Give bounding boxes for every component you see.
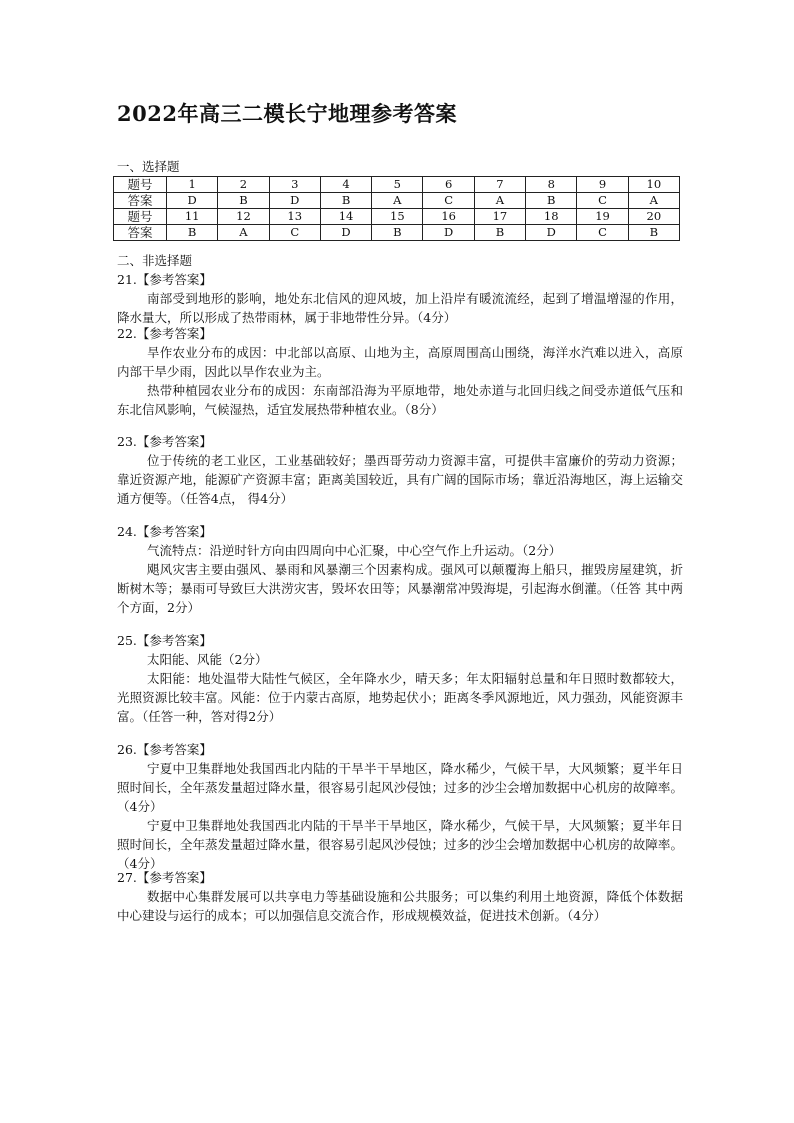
answer-cell: D [320, 225, 371, 241]
answer-heading: 27.【参考答案】 [117, 870, 212, 885]
answer-cell: A [628, 193, 679, 209]
answer-cell: B [474, 225, 525, 241]
answer-paragraph: 飓风灾害主要由强风、暴雨和风暴潮三个因素构成。强风可以颠覆海上船只，摧毁房屋建筑，折断树木等；暴雨可导致巨大洪涝灾害，毁坏农田等；风暴潮常冲毁海堤，引起海水倒灌。（任答 其中两个方面，2分） [117, 562, 683, 615]
answer-block [117, 631, 683, 726]
answer-paragraph: 旱作农业分布的成因：中北部以高原、山地为主，高原周围高山围绕，海洋水汽难以进入，高原内部干旱少雨，因此以旱作农业为主。 [117, 345, 683, 379]
answer-paragraph: 气流特点：沿逆时针方向由四周向中心汇聚，中心空气作上升运动。（2分） [147, 543, 562, 558]
table-row [114, 193, 680, 209]
answer-cell: C [577, 193, 628, 209]
question-number-cell: 18 [526, 209, 577, 225]
answer-heading: 25.【参考答案】 [117, 633, 212, 648]
section-heading-nonchoice: 二、非选择题 [117, 253, 193, 268]
answer-paragraph: 位于传统的老工业区，工业基础较好；墨西哥劳动力资源丰富，可提供丰富廉价的劳动力资源；靠近资源产地，能源矿产资源丰富；距离美国较近，具有广阔的国际市场；靠近沿海地区，海上运输交通方便等。（任答4点， 得4分） [117, 453, 683, 506]
answer-block [117, 270, 683, 327]
answer-paragraph: 热带种植园农业分布的成因：东南部沿海为平原地带，地处赤道与北回归线之间受赤道低气压和东北信风影响，气候湿热，适宜发展热带种植农业。（8分） [117, 383, 683, 417]
answer-paragraph: 宁夏中卫集群地处我国西北内陆的干旱半干旱地区，降水稀少，气候干旱，大风频繁；夏半年日照时间长，全年蒸发量超过降水量，很容易引起风沙侵蚀；过多的沙尘会增加数据中心机房的故障率。（4分） [117, 761, 683, 814]
answer-block [117, 868, 683, 925]
answer-cell: C [577, 225, 628, 241]
page-title: 2022年高三二模长宁地理参考答案 [117, 101, 457, 126]
question-number-cell: 12 [218, 209, 269, 225]
question-number-cell: 14 [320, 209, 371, 225]
answer-block [117, 324, 683, 419]
question-number-cell: 19 [577, 209, 628, 225]
question-number-cell: 4 [320, 177, 371, 193]
row-label: 答案 [114, 225, 167, 241]
answer-heading: 21.【参考答案】 [117, 272, 212, 287]
question-number-cell: 20 [628, 209, 679, 225]
answer-cell: C [269, 225, 320, 241]
answer-cell: A [218, 225, 269, 241]
answer-paragraph: 南部受到地形的影响，地处东北信风的迎风坡，加上沿岸有暖流流经，起到了增温增湿的作用，降水量大，所以形成了热带雨林，属于非地带性分异。（4分） [117, 291, 683, 325]
table-row [114, 209, 680, 225]
answer-paragraph: 宁夏中卫集群地处我国西北内陆的干旱半干旱地区，降水稀少，气候干旱，大风频繁；夏半年日照时间长，全年蒸发量超过降水量，很容易引起风沙侵蚀；过多的沙尘会增加数据中心机房的故障率。（4分） [117, 818, 683, 871]
question-number-cell: 17 [474, 209, 525, 225]
answer-cell: D [526, 225, 577, 241]
answer-cell: B [526, 193, 577, 209]
answer-cell: B [167, 225, 218, 241]
question-number-cell: 16 [423, 209, 474, 225]
answer-block [117, 432, 683, 508]
answer-cell: D [167, 193, 218, 209]
answer-paragraph: 数据中心集群发展可以共享电力等基础设施和公共服务；可以集约利用土地资源，降低个体数据中心建设与运行的成本；可以加强信息交流合作，形成规模效益，促进技术创新。（4分） [117, 889, 683, 923]
question-number-cell: 3 [269, 177, 320, 193]
question-number-cell: 2 [218, 177, 269, 193]
answer-cell: D [423, 225, 474, 241]
question-number-cell: 5 [372, 177, 423, 193]
question-number-cell: 10 [628, 177, 679, 193]
answer-cell: B [218, 193, 269, 209]
answer-cell: C [423, 193, 474, 209]
answer-cell: A [474, 193, 525, 209]
table-row [114, 225, 680, 241]
answer-table [113, 176, 680, 241]
question-number-cell: 9 [577, 177, 628, 193]
answer-heading: 22.【参考答案】 [117, 326, 212, 341]
question-number-cell: 7 [474, 177, 525, 193]
question-number-cell: 13 [269, 209, 320, 225]
answer-heading: 24.【参考答案】 [117, 524, 212, 539]
section-heading-choice: 一、选择题 [117, 159, 180, 174]
question-number-cell: 11 [167, 209, 218, 225]
question-number-cell: 8 [526, 177, 577, 193]
question-number-cell: 6 [423, 177, 474, 193]
answer-heading: 23.【参考答案】 [117, 434, 212, 449]
answer-paragraph: 太阳能：地处温带大陆性气候区，全年降水少，晴天多；年太阳辐射总量和年日照时数都较大，光照资源比较丰富。风能：位于内蒙古高原，地势起伏小；距离冬季风源地近，风力强劲，风能资源丰富。（任答一种，答对得2分） [117, 671, 683, 724]
answer-paragraph: 太阳能、风能（2分） [147, 652, 268, 667]
question-number-cell: 1 [167, 177, 218, 193]
answer-cell: B [372, 225, 423, 241]
row-label: 题号 [114, 177, 167, 193]
table-row [114, 177, 680, 193]
question-number-cell: 15 [372, 209, 423, 225]
row-label: 题号 [114, 209, 167, 225]
answer-block [117, 522, 683, 617]
row-label: 答案 [114, 193, 167, 209]
answer-heading: 26.【参考答案】 [117, 742, 212, 757]
answer-cell: B [628, 225, 679, 241]
answer-cell: A [372, 193, 423, 209]
answer-cell: B [320, 193, 371, 209]
answer-cell: D [269, 193, 320, 209]
answer-block [117, 740, 683, 873]
